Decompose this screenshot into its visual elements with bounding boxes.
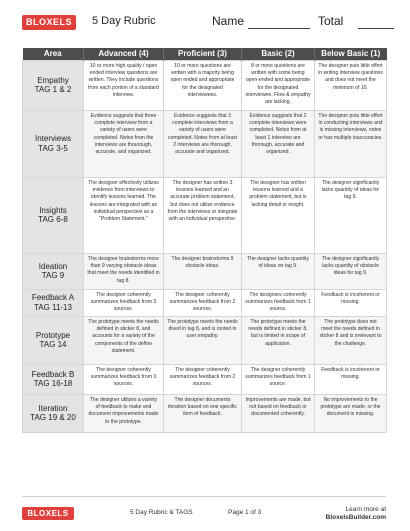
document-title: 5 Day Rubric: [92, 15, 156, 27]
rubric-table: [22, 48, 387, 433]
area-name: Prototype: [35, 330, 71, 340]
rubric-cell: The designer coherently summarizes feedback from 2 sources.: [164, 364, 242, 394]
rubric-cell: The prototype meets the needs defined in sticker 8, but is limited in scope of application.: [242, 316, 315, 364]
rubric-cell: The designer coherently summarizes feedback from 2 sources.: [164, 289, 242, 316]
rubric-cell: The designer has written lessons learned and a problem statement, but is lacking detail or insight.: [242, 177, 315, 253]
rubric-cell: The designer utilizes a variety of feedback to make and document improvements made to the prototype.: [84, 394, 164, 432]
area-name: Feedback A: [31, 293, 75, 303]
total-label: Total: [318, 14, 344, 28]
rubric-cell: Feedback is incoherent or missing.: [315, 289, 387, 316]
rubric-cell: The prototype meets the needs defined in sticker 8, and accounts for a variety of the components of the define statement.: [84, 316, 164, 364]
rubric-row: [23, 177, 387, 253]
rubric-cell: Improvements are made, but not based on feedback or documented coherently.: [242, 394, 315, 432]
rubric-cell: The designer coherently summarizes feedback from 3 sources.: [84, 289, 164, 316]
rubric-cell: The prototype meets the needs dived in tag 8, and is rooted in user empathy.: [164, 316, 242, 364]
rubric-cell: 10 or more questions are written with a majority being open ended and appropriate for the designated interviewees.: [164, 60, 242, 110]
area-tag: TAG 19 & 20: [30, 413, 76, 422]
area-cell: [23, 110, 84, 177]
rubric-cell: Evidence suggests that 2 complete interviews were completed. Notes from at least 1 interview are thorough, accurate and organized.: [242, 110, 315, 177]
area-cell: [23, 316, 84, 364]
rubric-cell: The designer significantly lacks quantity of obstacle ideas for tag 9.: [315, 253, 387, 289]
column-header: Area: [23, 48, 84, 60]
bloxels-logo: BLOXELS: [22, 15, 76, 30]
learn-more-text: Learn more at: [345, 506, 386, 513]
footer-learn-more: [326, 506, 386, 522]
website-link[interactable]: BloxelsBuilder.com: [325, 514, 386, 522]
rubric-cell: No improvements to the prototype are made, or the document is missing.: [315, 394, 387, 432]
rubric-row: [23, 289, 387, 316]
area-cell: [23, 364, 84, 394]
footer-bloxels-logo: BLOXELS: [22, 507, 74, 520]
rubric-cell: The designer coherently summarizes feedback from 1 source.: [242, 364, 315, 394]
rubric-cell: The designer brainstorms 9 obstacle ideas.: [164, 253, 242, 289]
rubric-header-row: [23, 48, 387, 60]
area-name: Feedback B: [31, 369, 75, 379]
area-name: Insights: [39, 205, 67, 215]
rubric-cell: Evidence suggests that 3 complete interviews from a variety of users were completed. Notes from at least 2 interviews are thorough, accurate and organized.: [164, 110, 242, 177]
rubric-cell: The designer coherently summarizes feedback from 3 sources.: [84, 364, 164, 394]
rubric-row: [23, 253, 387, 289]
rubric-cell: The designers coherently summarizes feedback from 1 source.: [242, 289, 315, 316]
name-label: Name: [212, 14, 245, 28]
area-cell: [23, 60, 84, 110]
area-cell: [23, 177, 84, 253]
rubric-cell: The designer puts little effort in conducting interviews and is missing interviews, notes or has multiple inaccuracies.: [315, 110, 387, 177]
rubric-row: [23, 110, 387, 177]
column-header: Proficient (3): [164, 48, 242, 60]
column-header: Basic (2): [242, 48, 315, 60]
rubric-cell: The designer documents iteration based on one specific item of feedback.: [164, 394, 242, 432]
rubric-cell: The designer brainstorms more than 9 varying obstacle ideas that meet the needs identified in tag 8.: [84, 253, 164, 289]
area-name: Iteration: [38, 403, 68, 413]
area-tag: TAG 9: [41, 271, 65, 280]
rubric-cell: Feedback is incoherent or missing.: [315, 364, 387, 394]
rubric-row: [23, 364, 387, 394]
rubric-row: [23, 60, 387, 110]
area-tag: TAG 1 & 2: [34, 85, 72, 94]
area-tag: TAG 16-18: [33, 379, 73, 388]
area-tag: TAG 6-8: [38, 215, 68, 224]
rubric-row: [23, 316, 387, 364]
rubric-cell: The designer effectively utilizes evidence from interviews to identify lessons learned. The lessons are integrated with an individual perspective as a “Problem Statement.”: [84, 177, 164, 253]
column-header: Below Basic (1): [315, 48, 387, 60]
rubric-row: [23, 394, 387, 432]
rubric-cell: Evidence suggests that three complete interview from a variety of users were completed. Notes from the interviews are thourough, accurate, and organized.: [84, 110, 164, 177]
rubric-cell: The designer has written 3 lessons learned and an accurate problem statement, but does not utilize evidence from the interviews or integrate with an individual perspective.: [164, 177, 242, 253]
area-tag: TAG 14: [39, 340, 67, 349]
rubric-cell: 10 or more high quality / open ended interview questions are written. They include questions from each portion of a standard interview.: [84, 60, 164, 110]
area-tag: TAG 3-5: [38, 143, 68, 153]
area-cell: [23, 253, 84, 289]
rubric-cell: The prototype does not meet the needs defined in sticker 8 and is irrelevant to the challenge.: [315, 316, 387, 364]
page-number: Page 1 of 3: [228, 509, 262, 516]
area-cell: [23, 289, 84, 316]
area-name: Ideation: [38, 261, 68, 271]
footer-doc-title: 5 Day Rubric & TAGS: [130, 509, 193, 516]
area-cell: [23, 394, 84, 432]
name-field-line[interactable]: [248, 28, 310, 29]
rubric-cell: The designer significantly lacks quantity of ideas for tag 9.: [315, 177, 387, 253]
page-header: [22, 14, 394, 36]
rubric-cell: 8 or more questions are written with some being open-ended and appropriate for the designated interviewee. Flow & empathy are lacking.: [242, 60, 315, 110]
area-name: Empathy: [37, 75, 69, 85]
rubric-cell: The designer puts little effort in writing interview questions and does not meet the minimum of 10.: [315, 60, 387, 110]
area-name: Interviews: [34, 134, 71, 144]
column-header: Advanced (4): [84, 48, 164, 60]
page-footer: [22, 496, 386, 520]
rubric-cell: The designer lacks quantity of ideas on tag 9.: [242, 253, 315, 289]
area-tag: TAG 11-13: [34, 302, 72, 312]
total-field-line[interactable]: [358, 28, 394, 29]
